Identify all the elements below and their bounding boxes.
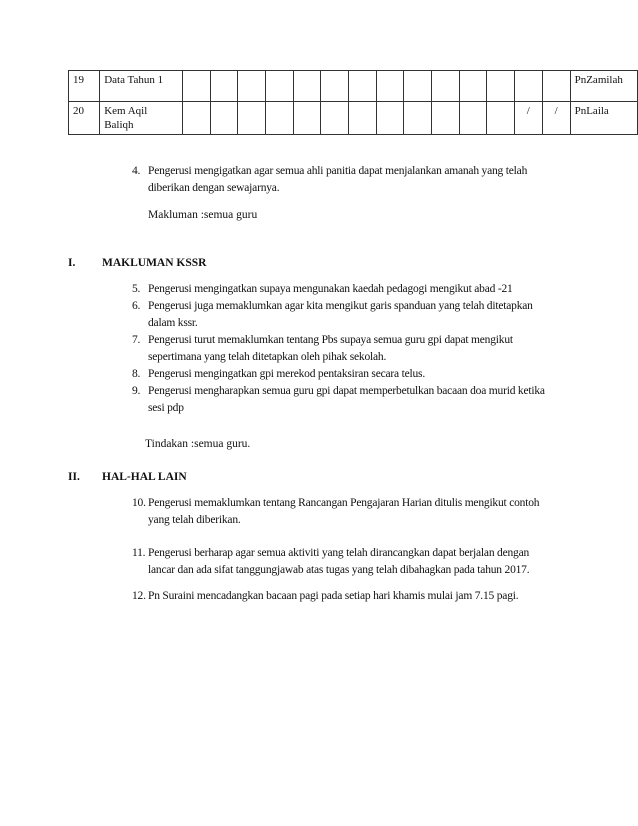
list-item	[132, 332, 577, 366]
list-item	[132, 281, 577, 298]
item-text-line: sesi pdp	[148, 402, 184, 414]
section-title: MAKLUMAN KSSR	[102, 257, 207, 269]
week-cell	[321, 71, 349, 102]
week-cell	[238, 102, 266, 135]
item-text-line: Pengerusi mengingatkan gpi merekod pentaksiran secara telus.	[148, 368, 426, 380]
week-cell	[431, 71, 459, 102]
item-text-line: Pengerusi memaklumkan tentang Rancangan Pengajaran Harian ditulis mengikut contoh	[148, 497, 540, 509]
item-text-line: Pengerusi mengharapkan semua guru gpi dapat memperbetulkan bacaan doa murid ketika	[148, 385, 545, 397]
item-number: 4.	[132, 165, 141, 177]
list-item	[132, 163, 572, 197]
item-text-line: yang telah diberikan.	[148, 514, 241, 526]
week-cell	[265, 102, 293, 135]
item-text-line: dalam kssr.	[148, 317, 198, 329]
row-number: 19	[69, 71, 100, 102]
week-cell	[542, 71, 570, 102]
week-cell	[265, 71, 293, 102]
row-person-in-charge: PnZamilah	[570, 71, 637, 102]
item-number: 12.	[132, 590, 146, 602]
week-cell-marked: /	[542, 102, 570, 135]
section-title: HAL-HAL LAIN	[102, 471, 187, 483]
section-numeral: II.	[68, 471, 80, 483]
week-cell	[183, 102, 211, 135]
item-number: 6.	[132, 300, 141, 312]
week-cell	[376, 102, 404, 135]
item-text-line: diberikan dengan sewajarnya.	[148, 182, 280, 194]
week-cell	[431, 102, 459, 135]
list-item	[132, 366, 577, 383]
makluman-note: Makluman :semua guru	[148, 209, 258, 221]
week-cell	[210, 71, 238, 102]
row-item: Data Tahun 1	[100, 71, 183, 102]
list-item	[132, 588, 582, 605]
week-cell	[487, 102, 515, 135]
week-cell	[183, 71, 211, 102]
week-cell	[210, 102, 238, 135]
item-number: 7.	[132, 334, 141, 346]
item-text-line: Pengerusi mengingatkan supaya mengunakan kaedah pedagogi mengikut abad -21	[148, 283, 513, 295]
item-text-line: Pn Suraini mencadangkan bacaan pagi pada setiap hari khamis mulai jam 7.15 pagi.	[148, 590, 519, 602]
week-cell	[459, 102, 487, 135]
item-text-line: Pengerusi mengigatkan agar semua ahli panitia dapat menjalankan amanah yang telah	[148, 165, 528, 177]
week-cell	[404, 102, 432, 135]
row-item-line: Baliqh	[104, 119, 134, 131]
row-item-line: Kem Aqil	[104, 105, 148, 117]
item-number: 9.	[132, 385, 141, 397]
week-cell	[238, 71, 266, 102]
item-text-line: sepertimana yang telah ditetapkan oleh pihak sekolah.	[148, 351, 387, 363]
activity-table	[68, 70, 638, 135]
item-text-line: Pengerusi berharap agar semua aktiviti yang telah dirancangkan dapat berjalan dengan	[148, 547, 530, 559]
week-cell	[348, 71, 376, 102]
row-person-in-charge: PnLaila	[570, 102, 637, 135]
week-cell	[514, 71, 542, 102]
tindakan-note: Tindakan :semua guru.	[145, 438, 251, 450]
item-text-line: Pengerusi juga memaklumkan agar kita mengikut garis spanduan yang telah ditetapkan	[148, 300, 533, 312]
table-row	[69, 71, 638, 102]
week-cell	[348, 102, 376, 135]
week-cell	[487, 71, 515, 102]
list-item	[132, 298, 577, 332]
row-item	[100, 102, 183, 135]
week-cell	[376, 71, 404, 102]
item-number: 8.	[132, 368, 141, 380]
week-cell	[293, 102, 321, 135]
item-number: 5.	[132, 283, 141, 295]
item-number: 11.	[132, 547, 146, 559]
table-row	[69, 102, 638, 135]
week-cell	[404, 71, 432, 102]
section-numeral: I.	[68, 257, 76, 269]
item-text-line: Pengerusi turut memaklumkan tentang Pbs supaya semua guru gpi dapat mengikut	[148, 334, 513, 346]
week-cell-marked: /	[514, 102, 542, 135]
item-number: 10.	[132, 497, 146, 509]
item-text-line: lancar dan ada sifat tanggungjawab atas tugas yang telah dibahagkan pada tahun 2017.	[148, 564, 530, 576]
week-cell	[293, 71, 321, 102]
list-item	[132, 495, 582, 529]
row-number: 20	[69, 102, 100, 135]
list-item	[132, 545, 582, 579]
week-cell	[459, 71, 487, 102]
week-cell	[321, 102, 349, 135]
list-item	[132, 383, 577, 417]
